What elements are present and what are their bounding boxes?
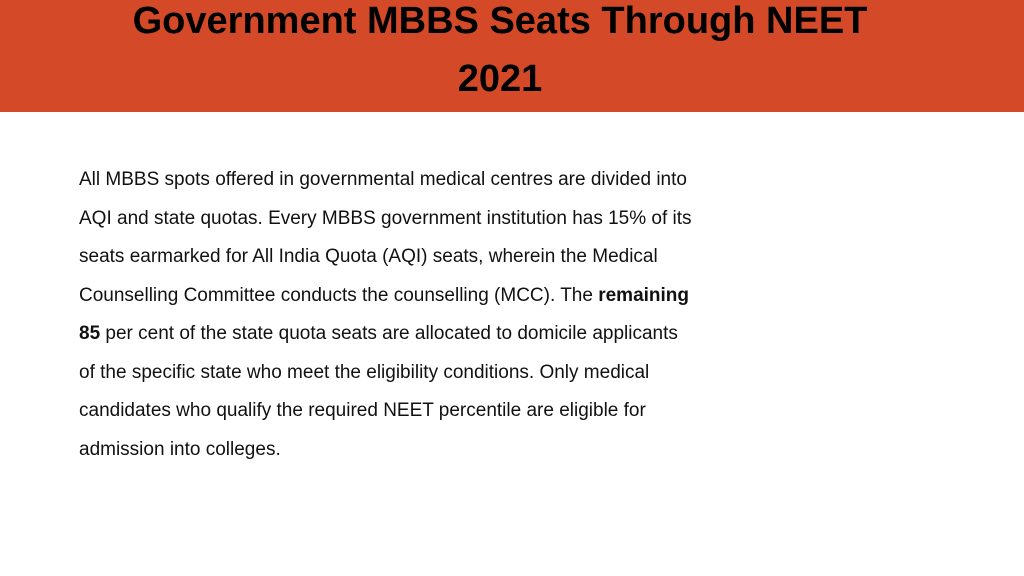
paragraph-line-4-text: Counselling Committee conducts the counselling (MCC). The: [79, 284, 599, 306]
slide-title: [0, 0, 1000, 108]
slide-title-line-1: Government MBBS Seats Through NEET: [132, 0, 868, 42]
bold-85: 85: [79, 323, 101, 344]
paragraph-line-3: seats earmarked for All India Quota (AQI) seats, wherein the Medical: [79, 246, 658, 267]
paragraph-line-4: [79, 277, 779, 316]
body-paragraph: [79, 161, 779, 469]
paragraph-line-6: of the specific state who meet the eligibility conditions. Only medical: [79, 361, 650, 383]
slide-title-line-2: 2021: [457, 58, 543, 100]
paragraph-line-5: [79, 315, 779, 354]
paragraph-line-1: All MBBS spots offered in governmental medical centres are divided into: [79, 169, 687, 190]
title-banner: [0, 0, 1024, 112]
bold-remaining: remaining: [598, 284, 690, 306]
paragraph-line-8: admission into colleges.: [79, 438, 281, 460]
paragraph-line-2: AQI and state quotas. Every MBBS government institution has 15% of its: [79, 207, 692, 229]
paragraph-line-5-text: per cent of the state quota seats are allocated to domicile applicants: [100, 323, 678, 344]
paragraph-line-7: candidates who qualify the required NEET percentile are eligible for: [79, 400, 646, 421]
